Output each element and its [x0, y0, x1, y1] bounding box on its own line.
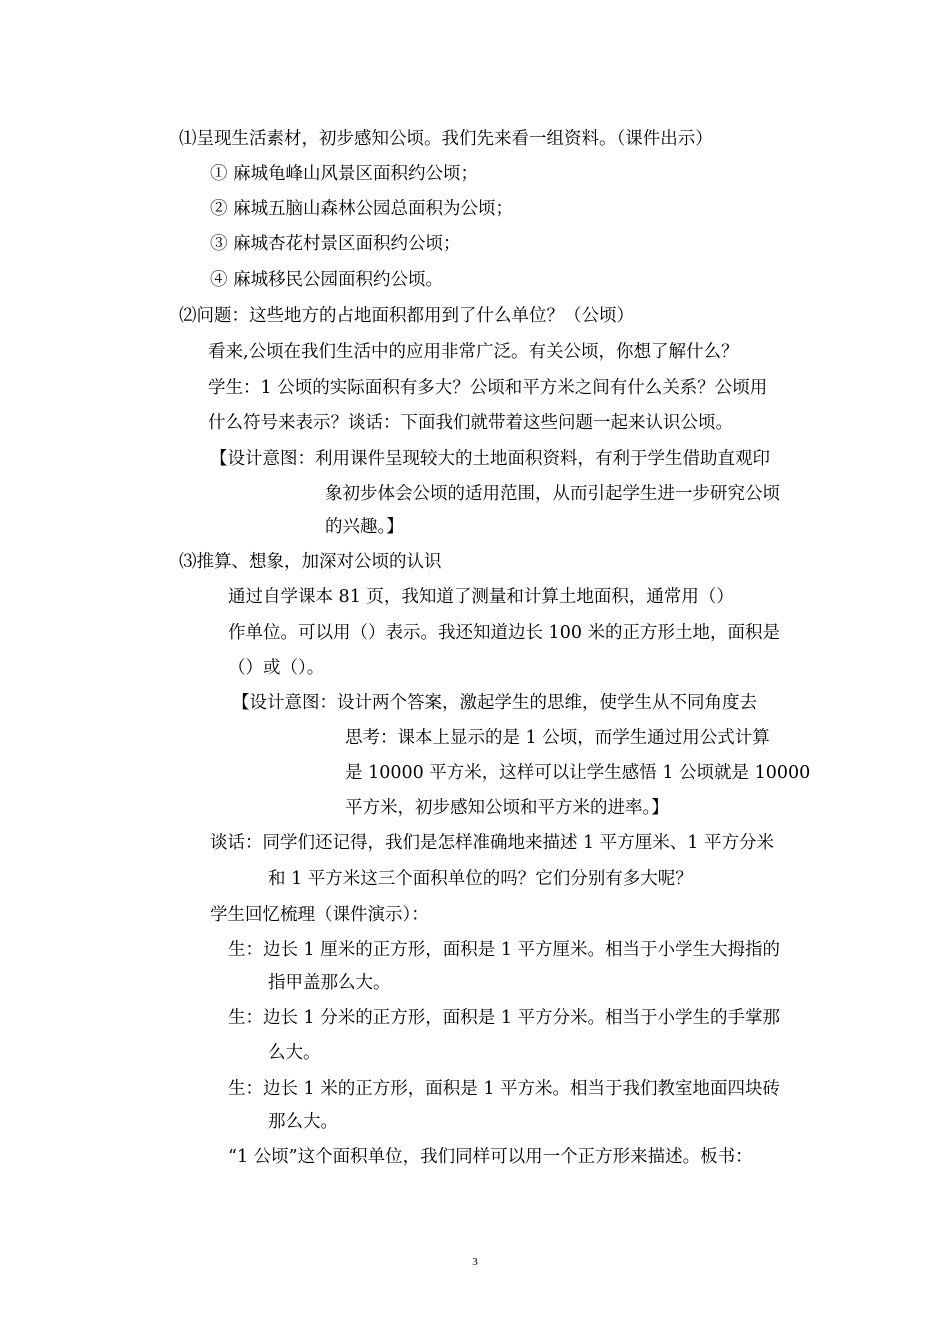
paragraph-line: 平方米，初步感知公顷和平方米的进率。】 [345, 798, 669, 818]
paragraph-line: 那么大。 [268, 1112, 338, 1132]
paragraph-line: 生：边长 1 米的正方形，面积是 1 平方米。相当于我们教室地面四块砖 [228, 1079, 781, 1099]
page-number: 3 [472, 1256, 478, 1268]
paragraph-line: 谈话：同学们还记得，我们是怎样准确地来描述 1 平方厘米、1 平方分米 [210, 833, 774, 853]
paragraph-line: 的兴趣。】 [325, 517, 404, 537]
paragraph-line: ⑶推算、想象，加深对公顷的认识 [179, 552, 442, 572]
paragraph-line: 和 1 平方米这三个面积单位的吗？它们分别有多大呢？ [268, 869, 693, 889]
paragraph-line: 作单位。可以用（）表示。我还知道边长 100 米的正方形土地，面积是 [228, 623, 781, 643]
paragraph-line: （）或（）。 [228, 658, 325, 678]
paragraph-line: “1 公顷”这个面积单位，我们同样可以用一个正方形来描述。板书： [228, 1147, 753, 1167]
paragraph-line: ⑵问题：这些地方的占地面积都用到了什么单位？（公顷） [179, 306, 634, 326]
paragraph-line: 学生：1 公顷的实际面积有多大？公顷和平方米之间有什么关系？公顷用 [208, 378, 768, 398]
paragraph-line: ⑴呈现生活素材，初步感知公顷。我们先来看一组资料。（课件出示） [179, 129, 713, 149]
paragraph-line: 学生回忆梳理（课件演示）： [210, 905, 429, 925]
paragraph-line: 【设计意图：设计两个答案，激起学生的思维，使学生从不同角度去 [232, 693, 757, 713]
paragraph-line: ④ 麻城移民公园面积约公顷。 [210, 270, 444, 290]
paragraph-line: 什么符号来表示？谈话：下面我们就带着这些问题一起来认识公顷。 [208, 413, 733, 433]
paragraph-line: ③ 麻城杏花村景区面积约公顷； [210, 234, 461, 254]
paragraph-line: 象初步体会公顷的适用范围，从而引起学生进一步研究公顷 [325, 484, 780, 504]
paragraph-line: 【设计意图：利用课件呈现较大的土地面积资料，有利于学生借助直观印 [210, 449, 770, 469]
paragraph-line: 通过自学课本 81 页，我知道了测量和计算土地面积，通常用（） [228, 587, 734, 607]
paragraph-line: 生：边长 1 厘米的正方形，面积是 1 平方厘米。相当于小学生大拇指的 [228, 940, 781, 960]
paragraph-line: 是 10000 平方米，这样可以让学生感悟 1 公顷就是 10000 [345, 763, 811, 783]
paragraph-line: 指甲盖那么大。 [268, 973, 391, 993]
paragraph-line: 生：边长 1 分米的正方形，面积是 1 平方分米。相当于小学生的手掌那 [228, 1008, 781, 1028]
paragraph-line: ② 麻城五脑山森林公园总面积为公顷； [210, 199, 514, 219]
paragraph-line: 看来,公顷在我们生活中的应用非常广泛。有关公顷，你想了解什么？ [208, 342, 739, 362]
paragraph-line: 思考：课本上显示的是 1 公顷，而学生通过用公式计算 [345, 728, 770, 748]
paragraph-line: ① 麻城龟峰山风景区面积约公顷； [210, 164, 479, 184]
paragraph-line: 么大。 [268, 1043, 321, 1063]
